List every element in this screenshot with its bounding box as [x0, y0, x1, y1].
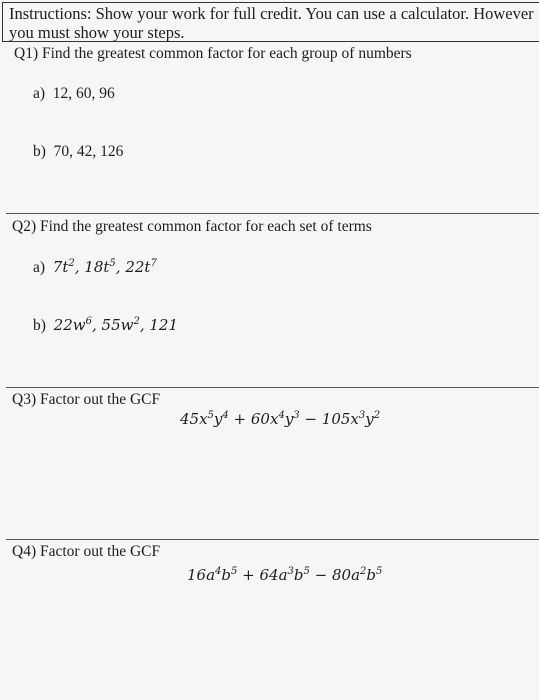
q2-prompt: Q2) Find the greatest common factor for each set of terms: [12, 218, 372, 235]
q4-prompt: Q4) Factor out the GCF: [12, 543, 161, 560]
section-divider-2: [6, 387, 539, 388]
q3-prompt: Q3) Factor out the GCF: [12, 391, 161, 408]
q4-expression: $16a^4b^5 + 64a^3b^5 - 80a^2b^5$: [187, 566, 383, 584]
q2a-item: [33, 258, 157, 277]
q1-prompt: Q1) Find the greatest common factor for each group of numbers: [14, 45, 412, 62]
q2b-expression: $22w^6$, $55w^2$, 121: [53, 316, 178, 334]
q1b-item: [33, 143, 123, 161]
q2a-label: a): [33, 259, 46, 276]
instructions-line-1: Instructions: Show your work for full credit. You can use a calculator. However: [9, 4, 534, 23]
section-divider-3: [6, 539, 539, 540]
instructions-line-2: you must show your steps.: [9, 23, 185, 42]
q1b-text: 70, 42, 126: [53, 143, 124, 160]
q2b-item: [33, 316, 178, 335]
q1a-item: [33, 85, 115, 103]
section-divider-1: [6, 213, 539, 214]
q3-expression: $45x^5y^4 + 60x^4y^3 - 105x^3y^2$: [180, 410, 381, 428]
q1a-label: a): [33, 85, 46, 102]
q1b-label: b): [33, 143, 46, 160]
q1a-text: 12, 60, 96: [52, 85, 115, 102]
q2a-expression: $7t^2$, $18t^5$, $22t^7$: [52, 258, 157, 276]
q2b-label: b): [33, 317, 46, 334]
